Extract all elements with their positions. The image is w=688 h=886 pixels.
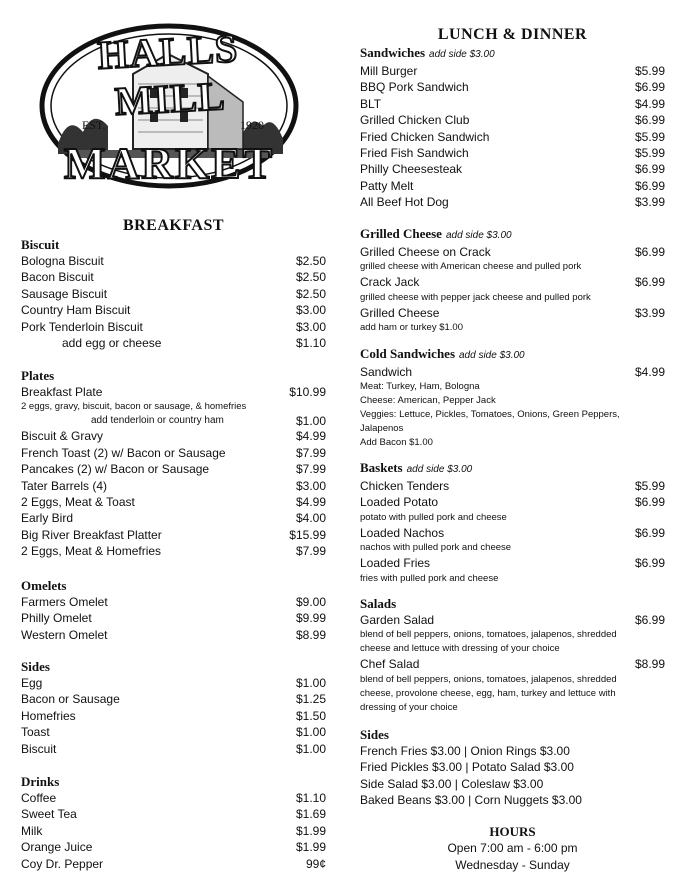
item-description: cheese, provolone cheese, egg, ham, turkey and lettuce with: [360, 687, 616, 699]
section-title: Plates: [21, 368, 55, 383]
menu-item: Country Ham Biscuit $3.00: [21, 303, 326, 318]
hours-section: [360, 823, 665, 874]
hours-time: Open 7:00 am - 6:00 pm: [447, 841, 578, 855]
item-description: Jalapenos: [360, 423, 404, 435]
item-description: Meat: Turkey, Ham, Bologna: [360, 381, 480, 393]
item-description: add ham or turkey $1.00: [360, 322, 463, 334]
omelets-section: [21, 578, 326, 643]
menu-item: Garden Salad $6.99: [360, 613, 665, 627]
item-description: cheese and lettuce with dressing of your choice: [360, 643, 560, 655]
menu-item: Mill Burger $5.99: [360, 64, 665, 78]
menu-item: Sausage Biscuit $2.50: [21, 286, 326, 301]
item-description: grilled cheese with American cheese and pulled pork: [360, 261, 582, 273]
menu-item: Sandwich $4.99: [360, 365, 665, 379]
item-description: 2 eggs, gravy, biscuit, bacon or sausage, & homefries: [21, 401, 247, 413]
side-line: Side Salad $3.00 | Coleslaw $3.00: [360, 776, 544, 791]
menu-item: Chef Salad $8.99: [360, 657, 665, 672]
sandwiches-section: [360, 45, 665, 211]
hours-title: HOURS: [489, 824, 536, 839]
logo: [38, 14, 300, 194]
menu-item: Big River Breakfast Platter $15.99: [21, 527, 326, 542]
breakfast-sides-section: [21, 659, 326, 757]
menu-item: Farmers Omelet $9.00: [21, 595, 326, 609]
menu-item: Bacon Biscuit $2.50: [21, 270, 326, 285]
logo-year: 1920: [240, 118, 264, 132]
item-description: Veggies: Lettuce, Pickles, Tomatoes, Onions, Green Peppers,: [360, 409, 620, 421]
menu-item: Biscuit & Gravy $4.99: [21, 429, 326, 444]
menu-item-addon: add tenderloin or country ham $1.00: [91, 414, 326, 429]
item-description: grilled cheese with pepper jack cheese and pulled pork: [360, 291, 591, 303]
menu-item: Milk $1.99: [21, 823, 326, 838]
section-title: Sides: [360, 727, 389, 742]
item-description: blend of bell peppers, onions, tomatoes, jalapenos, shredded: [360, 629, 617, 641]
menu-item: Philly Cheesesteak $6.99: [360, 162, 665, 177]
menu-item: 2 Eggs, Meat & Toast $4.99: [21, 495, 326, 510]
grilled-cheese-section: [360, 226, 665, 335]
item-description: dressing of your choice: [360, 701, 458, 713]
menu-item: Orange Juice $1.99: [21, 840, 326, 855]
section-note: add side $3.00: [459, 350, 525, 361]
item-description: fries with pulled pork and cheese: [360, 572, 499, 584]
side-line: Baked Beans $3.00 | Corn Nuggets $3.00: [360, 793, 582, 808]
side-line: French Fries $3.00 | Onion Rings $3.00: [360, 744, 570, 758]
logo-est: EST.: [82, 118, 106, 132]
section-note: add side $3.00: [445, 230, 512, 241]
section-title: Sandwiches add side $3.00: [360, 45, 495, 60]
menu-item: BLT $4.99: [360, 96, 665, 111]
menu-item: Western Omelet $8.99: [21, 627, 326, 642]
item-description: potato with pulled pork and cheese: [360, 511, 507, 523]
menu-item: Pork Tenderloin Biscuit $3.00: [21, 319, 326, 334]
drinks-section: [21, 774, 326, 872]
menu-item: BBQ Pork Sandwich $6.99: [360, 80, 665, 95]
menu-item: Fried Chicken Sandwich $5.99: [360, 129, 665, 144]
menu-item: Loaded Fries $6.99: [360, 556, 665, 571]
menu-item: Loaded Potato $6.99: [360, 495, 665, 510]
lunch-title: LUNCH & DINNER: [437, 26, 588, 43]
item-description: Cheese: American, Pepper Jack: [360, 395, 496, 407]
menu-item: Bologna Biscuit $2.50: [21, 254, 326, 268]
menu-item: Fried Fish Sandwich $5.99: [360, 146, 665, 161]
logo-bottom-text: MARKET: [64, 139, 274, 188]
menu-item: Sweet Tea $1.69: [21, 807, 326, 822]
section-title: Grilled Cheese add side $3.00: [360, 226, 512, 241]
plates-section: [21, 368, 326, 560]
menu-item: Patty Melt $6.99: [360, 178, 665, 193]
menu-item: French Toast (2) w/ Bacon or Sausage $7.99: [21, 445, 326, 460]
menu-item: Grilled Cheese on Crack $6.99: [360, 245, 665, 259]
menu-item: Grilled Chicken Club $6.99: [360, 113, 665, 128]
menu-item-addon: add egg or cheese $1.10: [62, 336, 326, 351]
section-note: add side $3.00: [429, 49, 495, 60]
breakfast-title: BREAKFAST: [122, 217, 225, 234]
menu-item: Chicken Tenders $5.99: [360, 479, 665, 493]
menu-item: Coy Dr. Pepper 99¢: [21, 856, 326, 871]
menu-item: Tater Barrels (4) $3.00: [21, 478, 326, 493]
menu-item: Philly Omelet $9.99: [21, 611, 326, 626]
section-title: Sides: [21, 659, 50, 674]
menu-item: Coffee $1.10: [21, 791, 326, 805]
side-line: Fried Pickles $3.00 | Potato Salad $3.00: [360, 760, 574, 775]
cold-sandwiches-section: [360, 346, 665, 450]
hours-days: Wednesday - Sunday: [455, 858, 570, 872]
item-description: nachos with pulled pork and cheese: [360, 542, 512, 554]
menu-item: Grilled Cheese $3.99: [360, 305, 665, 320]
section-title: Cold Sandwiches add side $3.00: [360, 346, 525, 361]
baskets-section: [360, 460, 665, 586]
menu-item: Early Bird $4.00: [21, 511, 326, 526]
item-description: blend of bell peppers, onions, tomatoes, jalapenos, shredded: [360, 673, 617, 685]
section-title: Drinks: [21, 774, 60, 789]
item-description: Add Bacon $1.00: [360, 437, 433, 449]
lunch-sides-section: [360, 727, 665, 809]
menu-item: Pancakes (2) w/ Bacon or Sausage $7.99: [21, 462, 326, 477]
section-title: Biscuit: [21, 237, 60, 252]
biscuit-section: [21, 237, 326, 351]
section-title: Omelets: [21, 578, 67, 593]
section-note: add side $3.00: [406, 464, 473, 475]
logo-top-text: HALLS MILL: [96, 25, 240, 124]
salads-section: [360, 596, 665, 715]
menu-item: Toast $1.00: [21, 725, 326, 740]
menu-item: Homefries $1.50: [21, 708, 326, 723]
menu-item: Biscuit $1.00: [21, 741, 326, 756]
menu-item: Loaded Nachos $6.99: [360, 525, 665, 540]
menu-item: All Beef Hot Dog $3.99: [360, 195, 665, 210]
menu-item: Egg $1.00: [21, 676, 326, 690]
menu-item: 2 Eggs, Meat & Homefries $7.99: [21, 544, 326, 559]
section-title: Baskets add side $3.00: [360, 460, 473, 475]
menu-item: Crack Jack $6.99: [360, 275, 665, 290]
menu-item: Bacon or Sausage $1.25: [21, 692, 326, 707]
menu-item: Breakfast Plate $10.99: [21, 385, 326, 399]
section-title: Salads: [360, 596, 397, 611]
